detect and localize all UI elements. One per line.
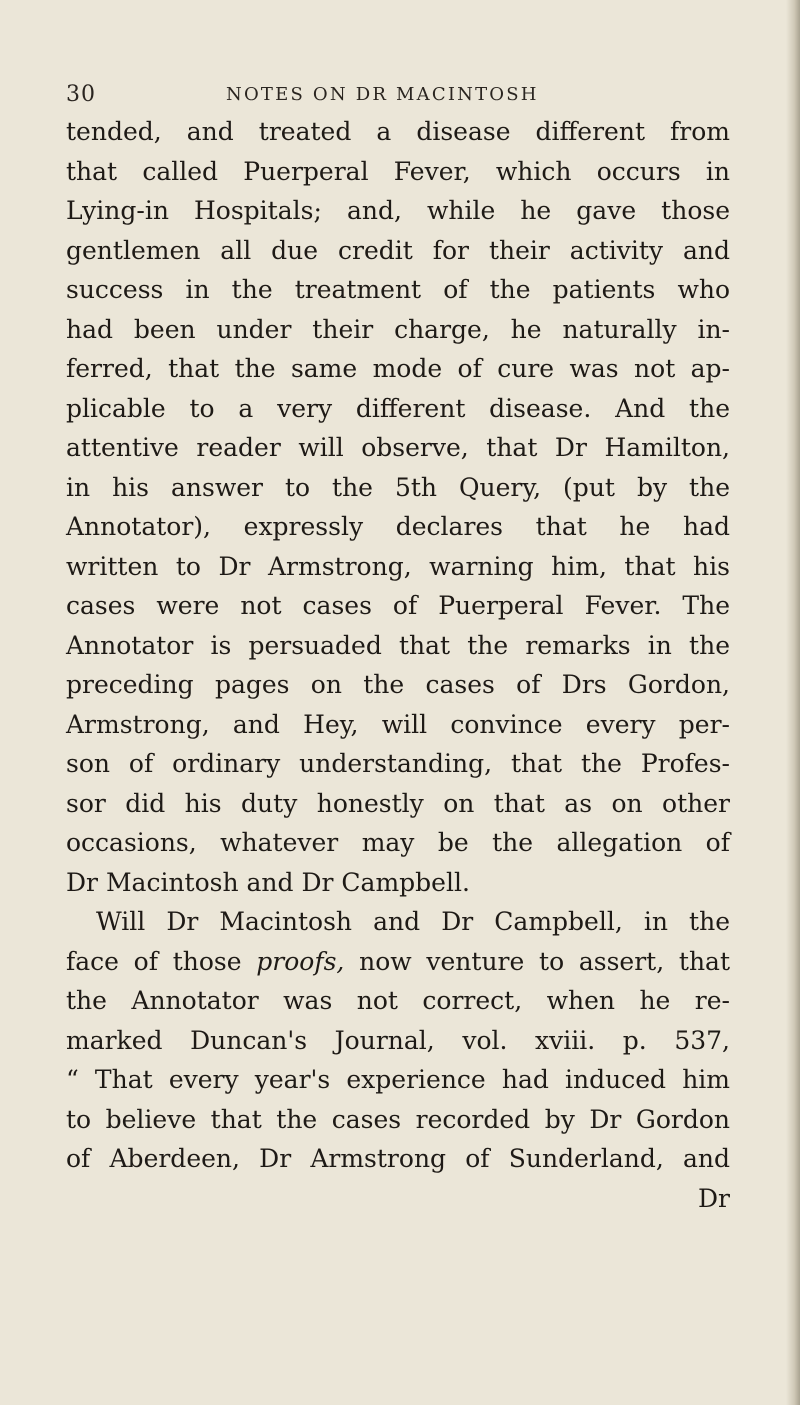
text-line: Lying-in Hospitals; and, while he gave those bbox=[66, 196, 730, 225]
text-line: attentive reader will observe, that Dr Hamilton, bbox=[66, 433, 730, 462]
catchword: Dr bbox=[698, 1183, 730, 1213]
text-line: success in the treatment of the patients who bbox=[66, 275, 730, 304]
text-line: cases were not cases of Puerperal Fever. The bbox=[66, 591, 730, 620]
page-edge-shadow bbox=[786, 0, 800, 1405]
text-line: gentlemen all due credit for their activity and bbox=[66, 235, 730, 265]
paragraph-start-line: Will Dr Macintosh and Dr Campbell, in the bbox=[96, 907, 730, 936]
text-line: Annotator is persuaded that the remarks in the bbox=[66, 630, 730, 660]
text-segment: face of those bbox=[66, 946, 257, 976]
text-line: marked Duncan's Journal, vol. xviii. p. 537, bbox=[66, 1025, 730, 1055]
text-line: plicable to a very different disease. And the bbox=[66, 393, 730, 423]
text-line: the Annotator was not correct, when he re- bbox=[66, 986, 730, 1015]
page-number: 30 bbox=[66, 82, 96, 107]
running-head: NOTES ON DR MACINTOSH bbox=[226, 84, 539, 105]
text-line: “ That every year's experience had induced him bbox=[66, 1065, 730, 1094]
text-line: in his answer to the 5th Query, (put by the bbox=[66, 472, 730, 502]
text-line-with-italic bbox=[66, 942, 730, 982]
text-line: to believe that the cases recorded by Dr Gordon bbox=[66, 1104, 730, 1134]
text-line: that called Puerperal Fever, which occurs in bbox=[66, 156, 730, 186]
body-text bbox=[66, 112, 730, 1218]
text-line: ferred, that the same mode of cure was not ap- bbox=[66, 354, 730, 383]
text-line: preceding pages on the cases of Drs Gordon, bbox=[66, 670, 730, 699]
text-line: sor did his duty honestly on that as on other bbox=[66, 788, 730, 818]
text-line: Annotator), expressly declares that he had bbox=[66, 512, 730, 541]
text-line: occasions, whatever may be the allegation of bbox=[66, 828, 730, 857]
text-line: had been under their charge, he naturally in- bbox=[66, 314, 730, 344]
text-line: written to Dr Armstrong, warning him, that his bbox=[66, 551, 730, 581]
text-line: son of ordinary understanding, that the Profes- bbox=[66, 749, 730, 778]
text-line: Dr Macintosh and Dr Campbell. bbox=[66, 867, 470, 897]
text-line: of Aberdeen, Dr Armstrong of Sunderland, and bbox=[66, 1144, 730, 1173]
text-line: Armstrong, and Hey, will convince every per- bbox=[66, 709, 730, 739]
text-line: tended, and treated a disease different from bbox=[66, 117, 730, 146]
italic-word: proofs, bbox=[256, 946, 345, 976]
text-segment: now venture to assert, that bbox=[344, 946, 730, 976]
